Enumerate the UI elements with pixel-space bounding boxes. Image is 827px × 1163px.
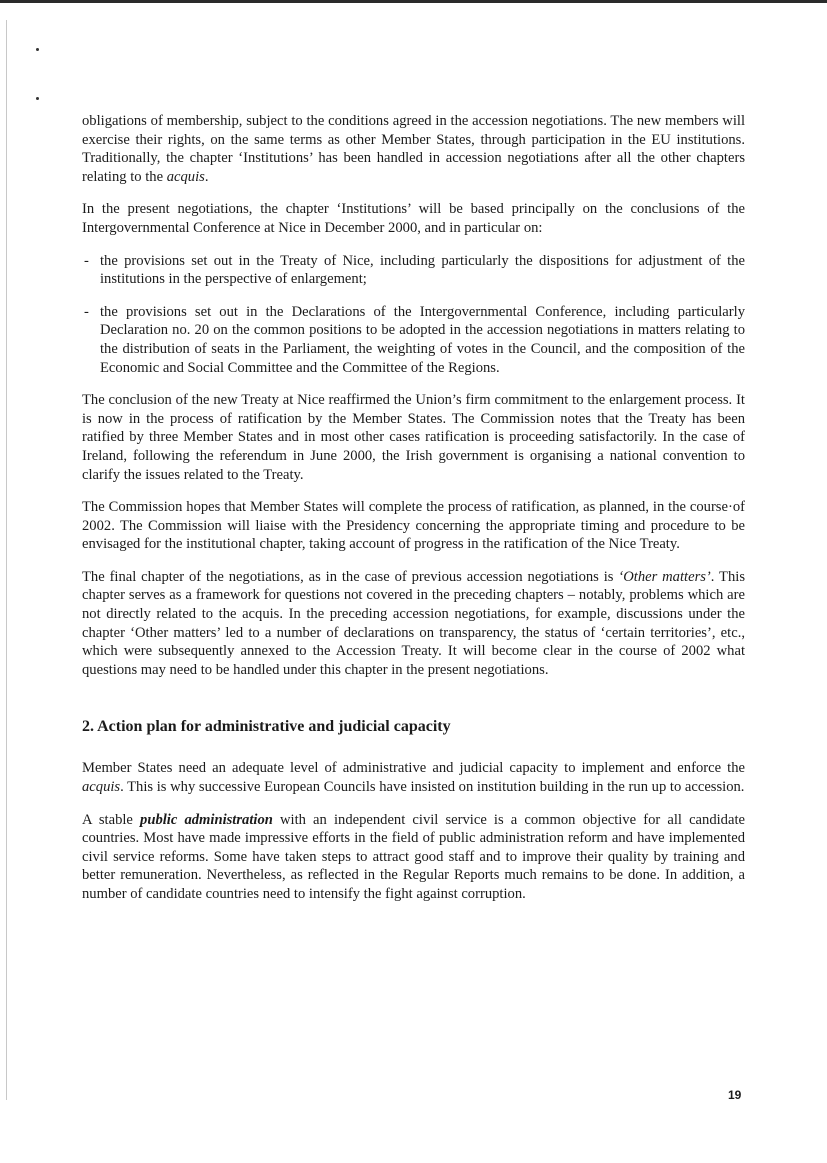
italic-term: acquis: [166, 168, 205, 185]
paragraph-text: A stable: [82, 811, 141, 828]
bold-italic-term: public administration: [140, 811, 273, 828]
paragraph-nice-treaty: The conclusion of the new Treaty at Nice reaffirmed the Union’s firm commitment to the enlargement process. It is now in the process of ratification by the Member States. The Commission notes that the Treaty has been ratified by three Member States and in most other cases ratification is proceeding satisfactorily. In the case of Ireland, following the referendum in June 2000, the Irish government is organising a national convention to clarify the issues related to the Treaty.: [82, 392, 745, 483]
paragraph-text: obligations of membership, subject to the conditions agreed in the accession negotiations. The new members will exercise their rights, on the same terms as other Member States, through participation in the EU institutions. Traditionally, the chapter ‘Institutions’ has been handled in accession negotiations after all the other chapters relating to the: [82, 113, 745, 185]
left-margin-rule: [6, 20, 7, 1100]
list-item-text: the provisions set out in the Treaty of Nice, including particularly the dispositions for adjustment of the institutions in the perspective of enlargement;: [100, 252, 745, 288]
scan-speck: [36, 97, 39, 100]
paragraph-public-administration: [82, 811, 745, 904]
paragraph-other-matters: [82, 568, 745, 680]
paragraph-present-negotiations: In the present negotiations, the chapter ‘Institutions’ will be based principally on the conclusions of the Intergovernmental Conference at Nice in December 2000, and in particular on:: [82, 201, 745, 236]
paragraph-text: . This chapter serves as a framework for questions not covered in the preceding chapters – notably, problems which are not directly related to the acquis. In the preceding accession negotiations, for example, discussions under the chapter ‘Other matters’ led to a number of declarations on transparency, the status of ‘certain territories’, etc., which were subsequently annexed to the Accession Treaty. It will become clear in the course of 2002 what questions may need to be handled under this chapter in the present negotiations.: [82, 568, 746, 678]
section-heading: 2. Action plan for administrative and judicial capacity: [82, 718, 451, 736]
page-number: 19: [728, 1088, 742, 1102]
italic-term: acquis: [82, 779, 121, 796]
italic-term: ‘Other matters’: [618, 568, 711, 585]
dash-marker: -: [84, 252, 89, 269]
dash-marker: -: [84, 303, 89, 320]
paragraph-ratification: The Commission hopes that Member States will complete the process of ratification, as planned, in the course·of 2002. The Commission will liaise with the Presidency concerning the appropriate timing and procedure to be envisaged for the institutional chapter, taking account of progress in the ratification of the Nice Treaty.: [82, 499, 745, 553]
list-item-text: the provisions set out in the Declarations of the Intergovernmental Conference, including particularly Declaration no. 20 on the common positions to be adopted in the accession negotiations in matters relating to the distribution of seats in the Parliament, the weighting of votes in the Council, and the composition of the Economic and Social Committee and the Committee of the Regions.: [100, 303, 745, 376]
paragraph-text: Member States need an adequate level of administrative and judicial capacity to implement and enforce the: [82, 760, 745, 777]
paragraph-text: with an independent civil service is a common objective for all candidate countries. Most have made impressive efforts in the field of public administration reform and have implemented civil service reforms. Some have taken steps to attract good staff and to improve their quality by training and better remuneration. Nevertheless, as reflected in the Regular Reports much remains to be done. In addition, a number of candidate countries need to intensify the fight against corruption.: [82, 811, 745, 902]
paragraph-capacity: [82, 759, 745, 796]
provisions-list: [82, 252, 745, 378]
list-item: [82, 252, 745, 289]
paragraph-text: .: [204, 168, 209, 185]
top-border-line: [0, 0, 827, 3]
document-body: [82, 112, 745, 918]
paragraph-text: . This is why successive European Councils have insisted on institution building in the run up to accession.: [120, 779, 745, 796]
list-item: [82, 303, 745, 377]
paragraph-membership: [82, 112, 745, 186]
scan-speck: [36, 48, 39, 51]
paragraph-text: The final chapter of the negotiations, as in the case of previous accession negotiations is: [82, 568, 619, 585]
